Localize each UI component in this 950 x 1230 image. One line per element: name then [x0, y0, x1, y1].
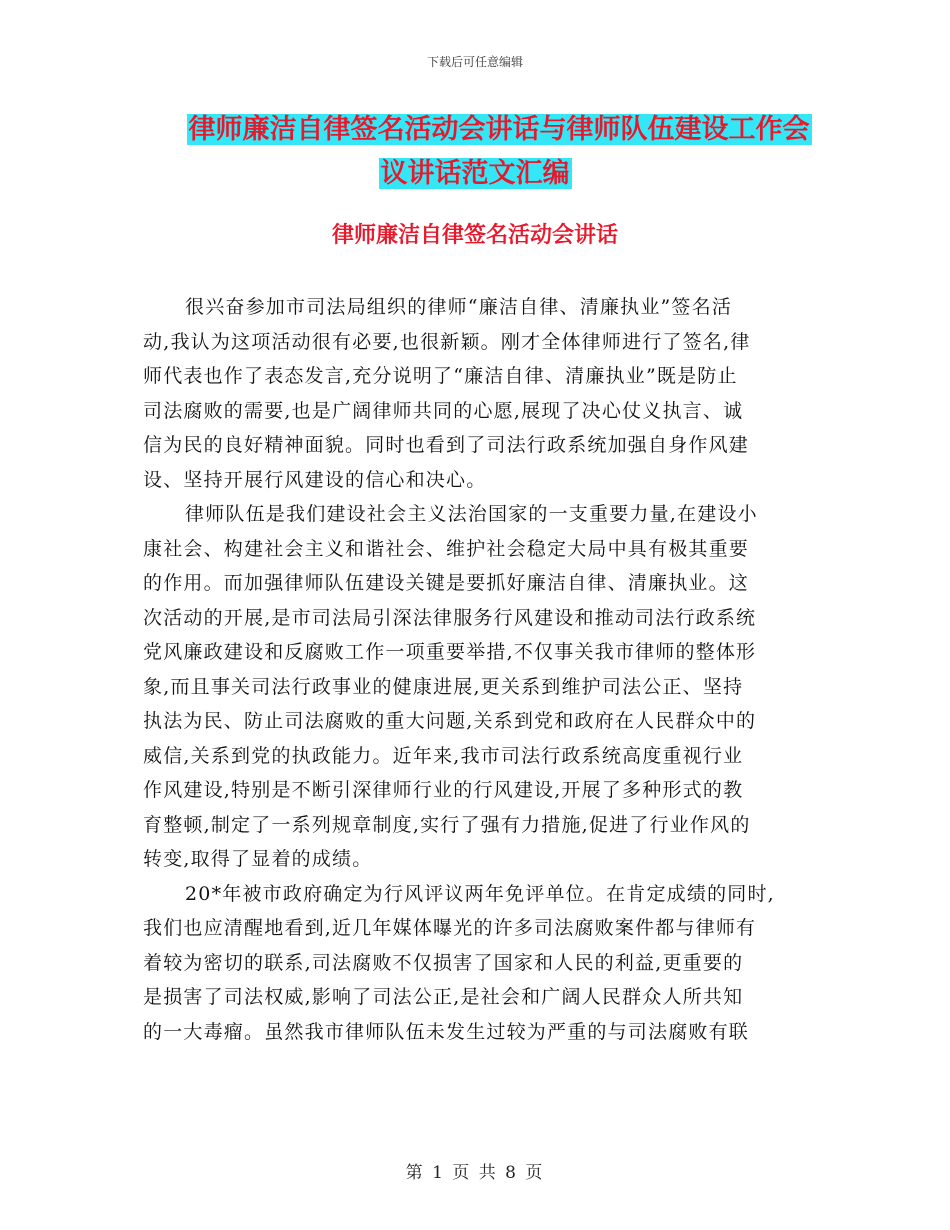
document-title-text-2: 议讲话范文汇编: [380, 158, 570, 189]
paragraph-2-line: 威信,关系到党的执政能力。近年来,我市司法行政系统高度重视行业: [143, 744, 744, 767]
paragraph-2-line: 执法为民、防止司法腐败的重大问题,关系到党和政府在人民群众中的: [143, 710, 757, 732]
paragraph-1-line: 动,我认为这项活动很有必要,也很新颖。刚才全体律师进行了签名,律: [143, 330, 751, 353]
paragraph-2-line: 作风建设,特别是不断引深律师行业的行风建设,开展了多种形式的教: [143, 779, 744, 801]
paragraph-1-line: 很兴奋参加市司法局组织的律师“廉洁自律、清廉执业”签名活: [185, 296, 733, 318]
paragraph-2-line: 的作用。而加强律师队伍建设关键是要抓好廉洁自律、清廉执业。这: [143, 572, 750, 594]
paragraph-2-line: 律师队伍是我们建设社会主义法治国家的一支重要力量,在建设小: [185, 503, 758, 525]
document-title-line-1: [24, 110, 950, 150]
document-title-line-2: [0, 154, 950, 194]
paragraph-2-line: 党风廉政建设和反腐败工作一项重要举措,不仅事关我市律师的整体形: [143, 641, 757, 663]
paragraph-1-line: 司法腐败的需要,也是广阔律师共同的心愿,展现了决心仗义执言、诚: [143, 399, 744, 422]
paragraph-3-line: 20*年被市政府确定为行风评议两年免评单位。在肯定成绩的同时,: [185, 882, 775, 905]
paragraph-2-line: 次活动的开展,是市司法局引深法律服务行风建设和推动司法行政系统: [143, 606, 757, 629]
paragraph-3-line: 是损害了司法权威,影响了司法公正,是社会和广阔人民群众人所共知: [143, 986, 744, 1008]
section-heading: 律师廉洁自律签名活动会讲话: [331, 223, 618, 248]
page-header-note: 下载后可任意编辑: [426, 55, 523, 69]
paragraph-2-line: 育整顿,制定了一系列规章制度,实行了强有力措施,促进了行业作风的: [143, 813, 751, 836]
paragraph-3-line: 我们也应清醒地看到,近几年媒体曝光的许多司法腐败案件都与律师有: [143, 917, 757, 939]
paragraph-1-line: 信为民的良好精神面貌。同时也看到了司法行政系统加强自身作风建: [143, 434, 750, 456]
body-text: [143, 290, 808, 1049]
paragraph-1-line: 师代表也作了表态发言,充分说明了“廉洁自律、清廉执业”既是防止: [143, 365, 738, 387]
document-title-text-1: 律师廉洁自律签名活动会讲话与律师队伍建设工作会: [188, 114, 810, 145]
page-number-footer: 第 1 页 共 8 页: [405, 1163, 545, 1183]
paragraph-2-line: 象,而且事关司法行政事业的健康进展,更关系到维护司法公正、坚持: [143, 675, 744, 698]
paragraph-3-line: 的一大毒瘤。虽然我市律师队伍未发生过较为严重的与司法腐败有联: [143, 1020, 750, 1043]
paragraph-1-line: 设、坚持开展行风建设的信心和决心。: [143, 468, 487, 491]
paragraph-3-line: 着较为密切的联系,司法腐败不仅损害了国家和人民的利益,更重要的: [143, 951, 744, 974]
paragraph-2-line: 转变,取得了显着的成绩。: [143, 848, 373, 870]
paragraph-2-line: 康社会、构建社会主义和谐社会、维护社会稳定大局中具有极其重要: [143, 537, 750, 560]
